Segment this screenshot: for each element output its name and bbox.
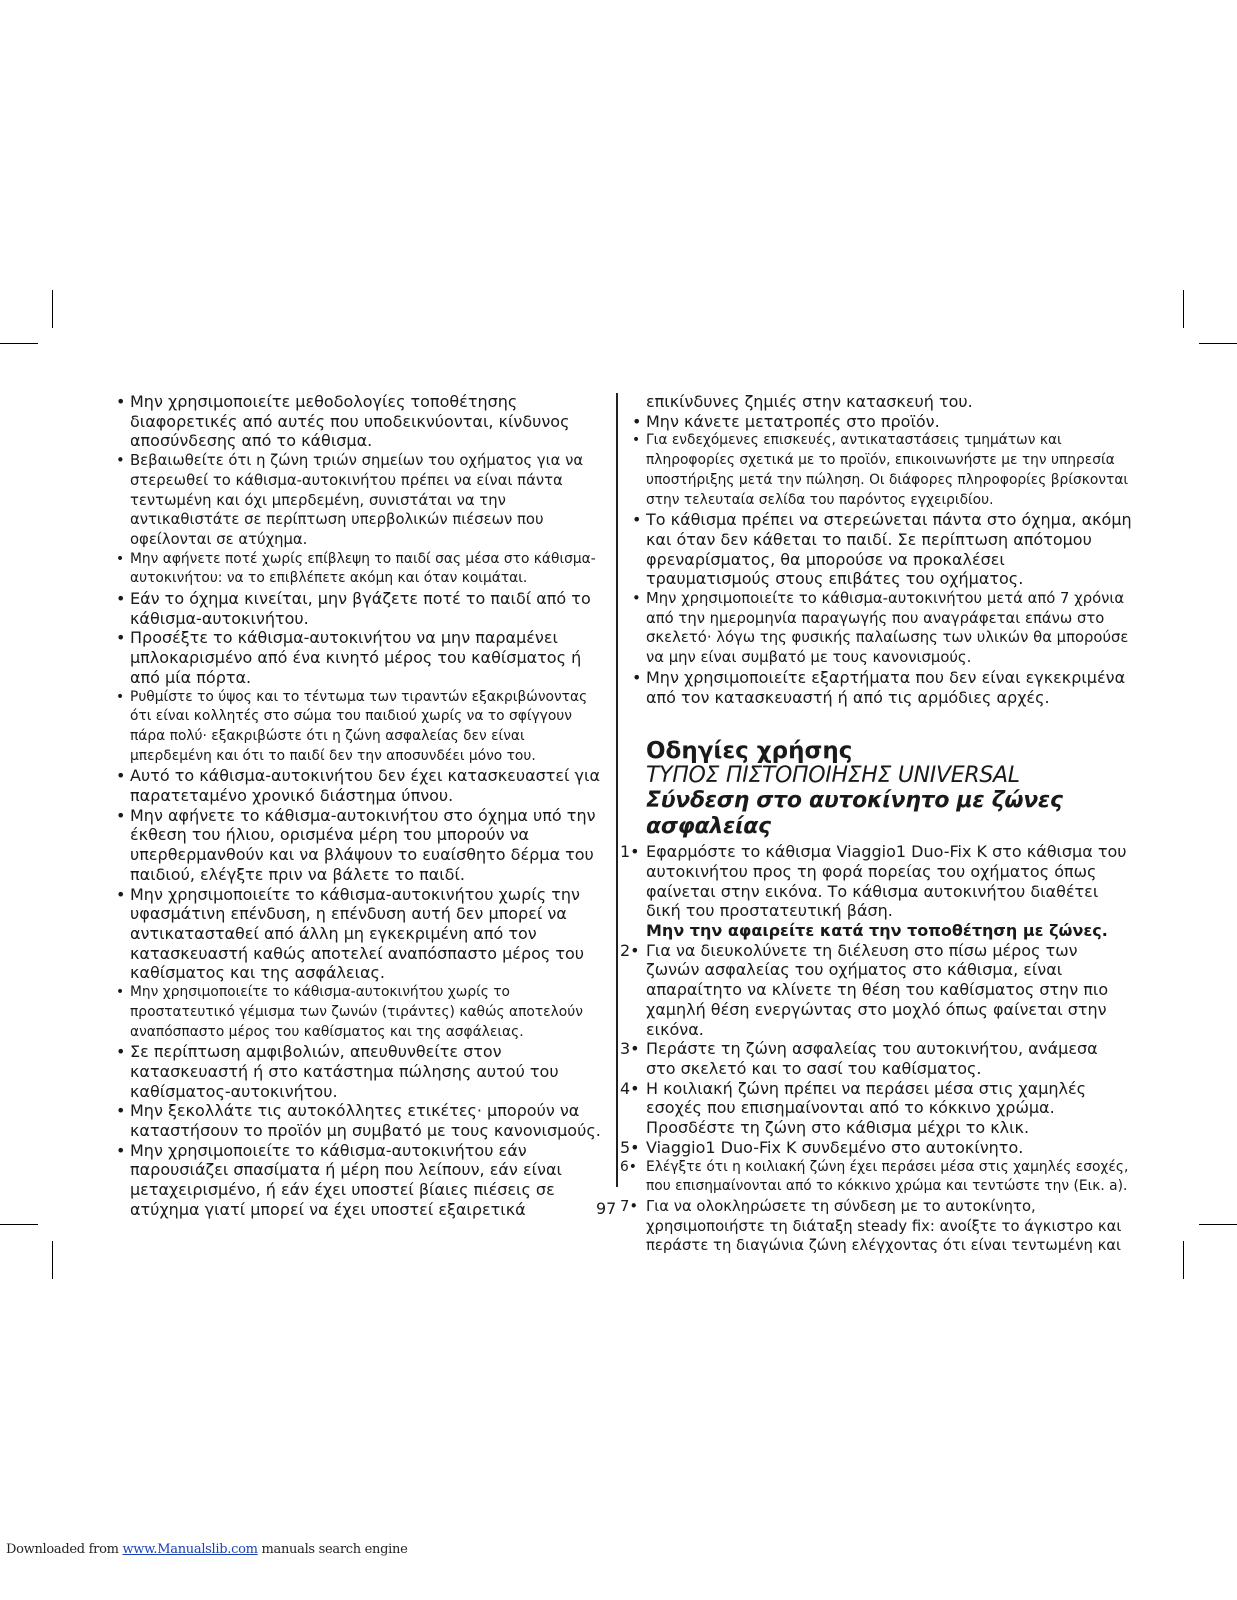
section-subtitle: ΤΥΠΟΣ ΠΙΣΤΟΠΟΙΗΣΗΣ UNIVERSAL [646, 763, 1020, 789]
footer-suffix: manuals search engine [261, 1542, 408, 1557]
warning-item: • Προσέξτε το κάθισμα-αυτοκινήτου να μην παραμένει μπλοκαρισμένο από ένα κινητό μέρος του καθίσματος ή από μία πόρτα. [116, 628, 606, 687]
step-number: 7• [620, 1197, 639, 1215]
step-item [620, 1078, 1132, 1138]
step-item [620, 1039, 1132, 1078]
download-footer [6, 1542, 407, 1557]
step-text: Για να διευκολύνετε τη διέλευση στο πίσω μέρος των ζωνών ασφαλείας του οχήματος στο κάθισμα, είναι απαραίτητο να κλίνετε τη θέση του καθίσματος στην πιο χαμηλή θέση ενεργώντας στο μοχλό όπως φαίνεται στην εικόνα. [646, 940, 1109, 1039]
step-number: 2• [620, 940, 640, 960]
step-text: Για να ολοκληρώσετε τη σύνδεση με το αυτοκίνητο, χρησιμοποιήστε τη διάταξη steady fix: ανοίξτε το άγκιστρο και περάστε τη διαγώνια ζώνη ελέγχοντας ότι είναι τεντωμένη και [646, 1197, 1122, 1255]
crop-mark [1183, 1241, 1184, 1279]
warning-item: • Για ενδεχόμενες επισκευές, αντικαταστάσεις τμημάτων και πληροφορίες σχετικά με το προϊόν, επικοινωνήστε με την υπηρεσία υποστήριξης μετά την πώληση. Οι διάφορες πληροφορίες βρίσκονται στην τελευταία σελίδα του παρόντος εγχειριδίου. [632, 431, 1132, 510]
warning-item: • Μην χρησιμοποιείτε το κάθισμα-αυτοκινήτου χωρίς το προστατευτικό γέμισμα των ζωνών (τιράντες) καθώς αποτελούν αναπόσπαστο μέρος του καθίσματος και της ασφάλειας. [116, 983, 606, 1042]
step-bold-note: Μην την αφαιρείτε κατά την τοποθέτηση με ζώνες. [646, 921, 1108, 941]
warning-item: • Μην χρησιμοποιείτε το κάθισμα-αυτοκινήτου μετά από 7 χρόνια από την ημερομηνία παραγωγής που αναγράφεται επάνω στο σκελετό· λόγω της φυσικής παλαίωσης των υλικών θα μπορούσε να μην είναι συμβατό με τους κανονισμούς. [632, 589, 1132, 668]
section-subtitle-connection: Σύνδεση στο αυτοκίνητο με ζώνες ασφαλείας [646, 788, 1063, 840]
step-text: Ελέγξτε ότι η κοιλιακή ζώνη έχει περάσει μέσα στις χαμηλές εσοχές, που επισημαίνονται από το κόκκινο χρώμα και τεντώστε την (Εικ. a). [646, 1158, 1129, 1195]
manualslib-link[interactable]: www.Manualslib.com [122, 1542, 258, 1557]
crop-mark [0, 343, 38, 344]
crop-mark [52, 1241, 53, 1279]
step-number: 6• [620, 1158, 637, 1175]
warning-item: • Ρυθμίστε το ύψος και το τέντωμα των τιραντών εξακριβώνοντας ότι είναι κολλητές στο σώμα του παιδιού χωρίς να το σφίγγουν πάρα πολύ· εξακριβώστε ότι η ζώνη ασφαλείας δεν είναι μπερδεμένη και ότι το παιδί δεν την αποσυνδέει μόνο του. [116, 688, 606, 767]
step-number: 5• [620, 1137, 640, 1157]
continuation-text: επικίνδυνες ζημιές στην κατασκευή του. [646, 392, 973, 411]
footer-prefix: Downloaded from [6, 1542, 119, 1557]
warning-item: • Μην αφήνετε το κάθισμα-αυτοκινήτου στο όχημα υπό την έκθεση του ήλιου, ορισμένα μέρη του μπορούν να υπερθερμανθούν και να βλάψουν το ευαίσθητο δέρμα του παιδιού, ελέγξτε πριν να βάλετε το παιδί. [116, 806, 606, 885]
warning-item: • Μην ξεκολλάτε τις αυτοκόλλητες ετικέτες· μπορούν να καταστήσουν το προϊόν μη συμβατό με τους κανονισμούς. [116, 1101, 606, 1140]
step-item [620, 940, 1132, 1040]
left-column [116, 392, 606, 1220]
crop-mark [52, 290, 53, 328]
warning-item: • Εάν το όχημα κινείται, μην βγάζετε ποτέ το παιδί από το κάθισμα-αυτοκινήτου. [116, 589, 606, 628]
warning-item: • Μην χρησιμοποιείτε το κάθισμα-αυτοκινήτου εάν παρουσιάζει σπασίματα ή μέρη που λείπουν, εάν είναι μεταχειρισμένο, ή εάν έχει υποστεί βίαιες πιέσεις σε ατύχημα γιατί μπορεί να έχει υποστεί εξαιρετικά [116, 1141, 606, 1220]
step-text: Περάστε τη ζώνη ασφαλείας του αυτοκινήτου, ανάμεσα στο σκελετό και το σασί του καθίσματος. [646, 1039, 1098, 1078]
crop-mark [0, 1224, 38, 1225]
page-number: 97 [596, 1199, 617, 1218]
step-number: 4• [620, 1078, 640, 1098]
warning-item: • Αυτό το κάθισμα-αυτοκινήτου δεν έχει κατασκευαστεί για παρατεταμένο χρονικό διάστημα ύπνου. [116, 766, 606, 805]
step-text: Εφαρμόστε το κάθισμα Viaggio1 Duo-Fix K στο κάθισμα του αυτοκινήτου προς τη φορά πορείας του οχήματος όπως φαίνεται στην εικόνα. Το κάθισμα αυτοκινήτου διαθέτει δική του προστατευτική βάση. [646, 842, 1127, 921]
section-title: Οδηγίες χρήσης [646, 738, 853, 765]
crop-mark [1199, 343, 1237, 344]
step-item [620, 1158, 1132, 1197]
warning-item: • Μην χρησιμοποιείτε εξαρτήματα που δεν είναι εγκεκριμένα από τον κατασκευαστή ή από τις αρμόδιες αρχές. [632, 668, 1132, 707]
step-number: 3• [620, 1039, 640, 1059]
warning-item: • Το κάθισμα πρέπει να στερεώνεται πάντα στο όχημα, ακόμη και όταν δεν κάθεται το παιδί. Σε περίπτωση απότομου φρεναρίσματος, θα μπορούσε να προκαλέσει τραυματισμούς στους επιβάτες του οχήματος. [632, 510, 1132, 589]
warning-item: • Σε περίπτωση αμφιβολιών, απευθυνθείτε στον κατασκευαστή ή στο κατάστημα πώλησης αυτού του καθίσματος-αυτοκινήτου. [116, 1042, 606, 1101]
warning-item: • Μην αφήνετε ποτέ χωρίς επίβλεψη το παιδί σας μέσα στο κάθισμα-αυτοκινήτου: να το επιβλέπετε ακόμη και όταν κοιμάται. [116, 550, 606, 589]
step-item [620, 1197, 1132, 1256]
right-column [620, 392, 1132, 1256]
step-item [620, 1137, 1132, 1158]
warning-item: • Μην χρησιμοποιείτε μεθοδολογίες τοποθέτησης διαφορετικές από αυτές που υποδεικνύονται, κίνδυνος αποσύνδεσης από το κάθισμα. [116, 392, 606, 451]
warning-item: • Μην χρησιμοποιείτε το κάθισμα-αυτοκινήτου χωρίς την υφασμάτινη επένδυση, η επένδυση αυτή δεν μπορεί να αντικατασταθεί από άλλη μη εγκεκριμένη από τον κατασκευαστή καθώς αποτελεί αναπόσπαστο μέρος του καθίσματος και της ασφάλειας. [116, 885, 606, 984]
column-divider [616, 393, 618, 1187]
step-text: Η κοιλιακή ζώνη πρέπει να περάσει μέσα στις χαμηλές εσοχές που επισημαίνονται από το κόκκινο χρώμα. Προσδέστε τη ζώνη στο κάθισμα μέχρι το κλικ. [646, 1078, 1087, 1138]
step-item [620, 842, 1132, 941]
crop-mark [1199, 1224, 1237, 1225]
warning-item: • Μην κάνετε μετατροπές στο προϊόν. [632, 412, 1132, 432]
step-number: 1• [620, 842, 640, 862]
warning-item: • Βεβαιωθείτε ότι η ζώνη τριών σημείων του οχήματος για να στερεωθεί το κάθισμα-αυτοκινήτου πρέπει να είναι πάντα τεντωμένη και όχι μπερδεμένη, συνιστάται να την αντικαθιστάτε σε περίπτωση υπερβολικών πιέσεων που οφείλονται σε ατύχημα. [116, 451, 606, 550]
step-text: Viaggio1 Duo-Fix K συνδεμένο στο αυτοκίνητο. [646, 1137, 1024, 1157]
crop-mark [1183, 290, 1184, 328]
